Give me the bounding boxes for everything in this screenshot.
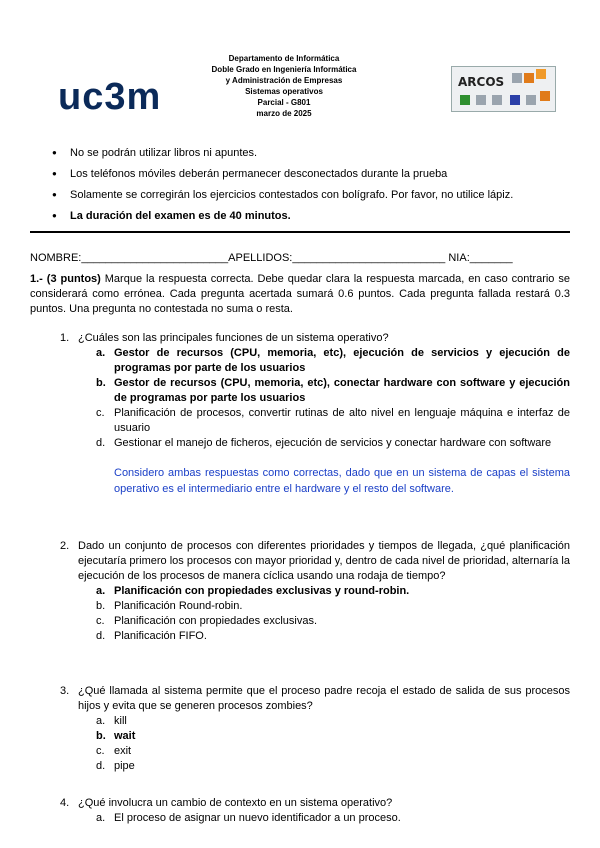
arcos-block <box>492 95 502 105</box>
exam-rules <box>52 146 572 230</box>
header-line: Doble Grado en Ingeniería Informática <box>211 65 357 74</box>
option-letter: d. <box>96 760 106 772</box>
option <box>96 599 570 614</box>
divider <box>30 231 570 233</box>
rule-item: ● Los teléfonos móviles deberán permanecer desconectados durante la prueba <box>52 167 572 188</box>
option <box>96 346 570 376</box>
arcos-block <box>460 95 470 105</box>
option-letter: a. <box>96 812 106 824</box>
option-text: kill <box>114 715 127 727</box>
option-letter: c. <box>96 407 105 419</box>
arcos-block <box>476 95 486 105</box>
option-text: Planificación de procesos, convertir rutinas de alto nivel en lenguaje máquina e interfaz de usuario <box>114 407 570 434</box>
question-3 <box>60 684 570 774</box>
grader-note: Considero ambas respuestas como correctas, dado que en un sistema de capas el sistema operativo es el intermediario entre el hardware y el resto del software. <box>114 467 570 495</box>
uc3m-logo: uc3m <box>58 76 162 118</box>
option-text: Gestor de recursos (CPU, memoria, etc), ejecución de servicios y ejecución de programas por parte de los usuarios <box>114 347 570 374</box>
option-letter: d. <box>96 630 106 642</box>
header-line: y Administración de Empresas <box>225 76 343 85</box>
question-2 <box>60 539 570 644</box>
rule-item: ● No se podrán utilizar libros ni apuntes. <box>52 146 572 167</box>
option-letter: d. <box>96 437 106 449</box>
option <box>96 436 570 451</box>
option <box>96 629 570 644</box>
option <box>96 376 570 406</box>
question-stem: ¿Cuáles son las principales funciones de un sistema operativo? <box>78 332 389 344</box>
option-letter: b. <box>96 600 106 612</box>
arcos-block <box>526 95 536 105</box>
option-text: Planificación con propiedades exclusivas. <box>114 615 318 627</box>
header-line: marzo de 2025 <box>256 109 312 118</box>
question-number: 2. <box>60 540 70 552</box>
rule-item: ● La duración del examen es de 40 minutos. <box>52 209 572 230</box>
header-line: Parcial - G801 <box>257 98 311 107</box>
section-instructions: Marque la respuesta correcta. Debe quedar clara la respuesta marcada, en caso contrario se considerará como errónea. Cada pregunta acertada sumará 0.6 puntos. Cada pregunta fallada restará 0.3 puntos. Una pregunta no contestada no suma o resta. <box>30 273 570 315</box>
arcos-logo-text: ARCOS <box>458 75 505 89</box>
option-text: Planificación Round-robin. <box>114 600 243 612</box>
option <box>96 614 570 629</box>
option-text: El proceso de asignar un nuevo identificador a un proceso. <box>114 812 401 824</box>
option-letter: a. <box>96 715 106 727</box>
arcos-block <box>512 73 522 83</box>
question-1 <box>60 331 570 497</box>
rule-item: ● Solamente se corregirán los ejercicios contestados con bolígrafo. Por favor, no utilice lápiz. <box>52 188 572 209</box>
option-letter: b. <box>96 730 106 742</box>
option-text: Gestionar el manejo de ficheros, ejecución de servicios y conectar hardware con software <box>114 437 552 449</box>
question-4 <box>60 796 570 826</box>
student-form-line: NOMBRE:________________________APELLIDOS:_________________________ NIA:_______ <box>30 252 513 264</box>
option-text: Gestor de recursos (CPU, memoria, etc), conectar hardware con software y ejecución de programas por parte los usuarios <box>114 377 570 404</box>
option <box>96 759 570 774</box>
arcos-block <box>524 73 534 83</box>
option-letter: c. <box>96 615 105 627</box>
arcos-block <box>540 91 550 101</box>
header-line: Departamento de Informática <box>228 54 340 63</box>
question-number: 4. <box>60 797 70 809</box>
option <box>96 584 570 599</box>
question-number: 3. <box>60 685 70 697</box>
option-text: wait <box>114 730 136 742</box>
option-letter: b. <box>96 377 106 389</box>
option-text: Planificación con propiedades exclusivas y round-robin. <box>114 585 410 597</box>
option-letter: a. <box>96 347 106 359</box>
option <box>96 714 570 729</box>
header-info <box>178 53 390 119</box>
option-text: Planificación FIFO. <box>114 630 207 642</box>
header-line: Sistemas operativos <box>245 87 323 96</box>
arcos-block <box>510 95 520 105</box>
option <box>96 811 570 826</box>
arcos-block <box>536 69 546 79</box>
option-text: exit <box>114 745 132 757</box>
question-stem: ¿Qué involucra un cambio de contexto en un sistema operativo? <box>78 797 393 809</box>
option-letter: c. <box>96 745 105 757</box>
section-intro <box>30 272 570 317</box>
option <box>96 406 570 436</box>
question-stem: ¿Qué llamada al sistema permite que el proceso padre recoja el estado de salida de sus procesos hijos y evita que se generen procesos zombies? <box>78 685 570 712</box>
option-letter: a. <box>96 585 106 597</box>
option <box>96 729 570 744</box>
question-stem: Dado un conjunto de procesos con diferentes prioridades y tiempos de llegada, ¿qué planificación ejecutaría primero los procesos con mayor prioridad y, dentro de cada nivel de prioridad, alternaría la ejecución de los procesos de manera cíclica usando una rodaja de tiempo? <box>78 540 570 582</box>
question-number: 1. <box>60 332 70 344</box>
option <box>96 744 570 759</box>
option-text: pipe <box>114 760 135 772</box>
section-label: 1.- (3 puntos) <box>30 273 101 285</box>
arcos-logo <box>451 66 556 112</box>
